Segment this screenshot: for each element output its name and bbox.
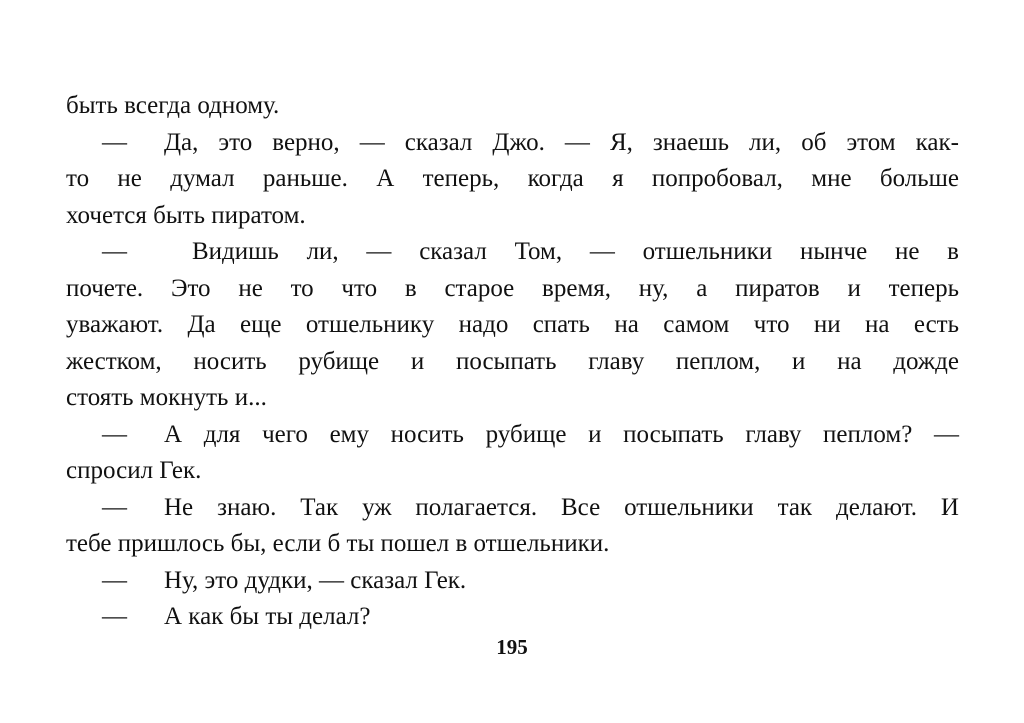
- line-text: уважают. Да еще отшельнику надо спать на самом что ни на есть: [66, 311, 959, 338]
- text-line: [66, 88, 959, 125]
- text-line: [66, 453, 959, 490]
- page-number: 195: [496, 635, 528, 659]
- line-text: А для чего ему носить рубище и посыпать главу пеплом? —: [164, 420, 959, 448]
- line-text: Не знаю. Так уж полагается. Все отшельники так делают. И: [164, 493, 959, 521]
- line-text: почете. Это не то что в старое время, ну, а пиратов и теперь: [66, 274, 959, 302]
- body-text: [66, 88, 959, 636]
- text-line: [66, 161, 959, 198]
- dialogue-dash: —: [102, 238, 127, 265]
- line-text: стоять мокнуть и...: [66, 384, 267, 411]
- dialogue-line: [66, 417, 959, 454]
- text-line: [66, 198, 959, 235]
- line-text: то не думал раньше. А теперь, когда я попробовал, мне больше: [66, 165, 959, 192]
- dialogue-dash: —: [102, 493, 127, 521]
- line-text: Да, это верно, — сказал Джо. — Я, знаешь ли, об этом как-: [164, 128, 959, 156]
- line-text: А как бы ты делал?: [164, 603, 371, 630]
- dialogue-line: [66, 125, 959, 162]
- line-text: тебе пришлось бы, если б ты пошел в отшельники.: [66, 530, 610, 557]
- dialogue-dash: —: [102, 566, 127, 594]
- line-text: Ну, это дудки, — сказал Гек.: [164, 566, 467, 594]
- text-line: [66, 526, 959, 563]
- dialogue-line: [66, 490, 959, 527]
- dialogue-dash: —: [102, 603, 127, 630]
- dialogue-line: [66, 563, 959, 600]
- line-text: жестком, носить рубище и посыпать главу пеплом, и на дожде: [66, 347, 959, 375]
- line-text: быть всегда одному.: [66, 92, 280, 119]
- line-text: спросил Гек.: [66, 457, 202, 484]
- line-text: Видишь ли, — сказал Том, — отшельники нынче не в: [192, 238, 959, 265]
- text-line: [66, 271, 959, 308]
- dialogue-dash: —: [102, 128, 127, 156]
- dialogue-line: [66, 234, 959, 271]
- text-line: [66, 344, 959, 381]
- dialogue-line: [66, 599, 959, 636]
- dialogue-dash: —: [102, 420, 127, 448]
- line-text: хочется быть пиратом.: [66, 201, 306, 229]
- text-line: [66, 307, 959, 344]
- text-line: [66, 380, 959, 417]
